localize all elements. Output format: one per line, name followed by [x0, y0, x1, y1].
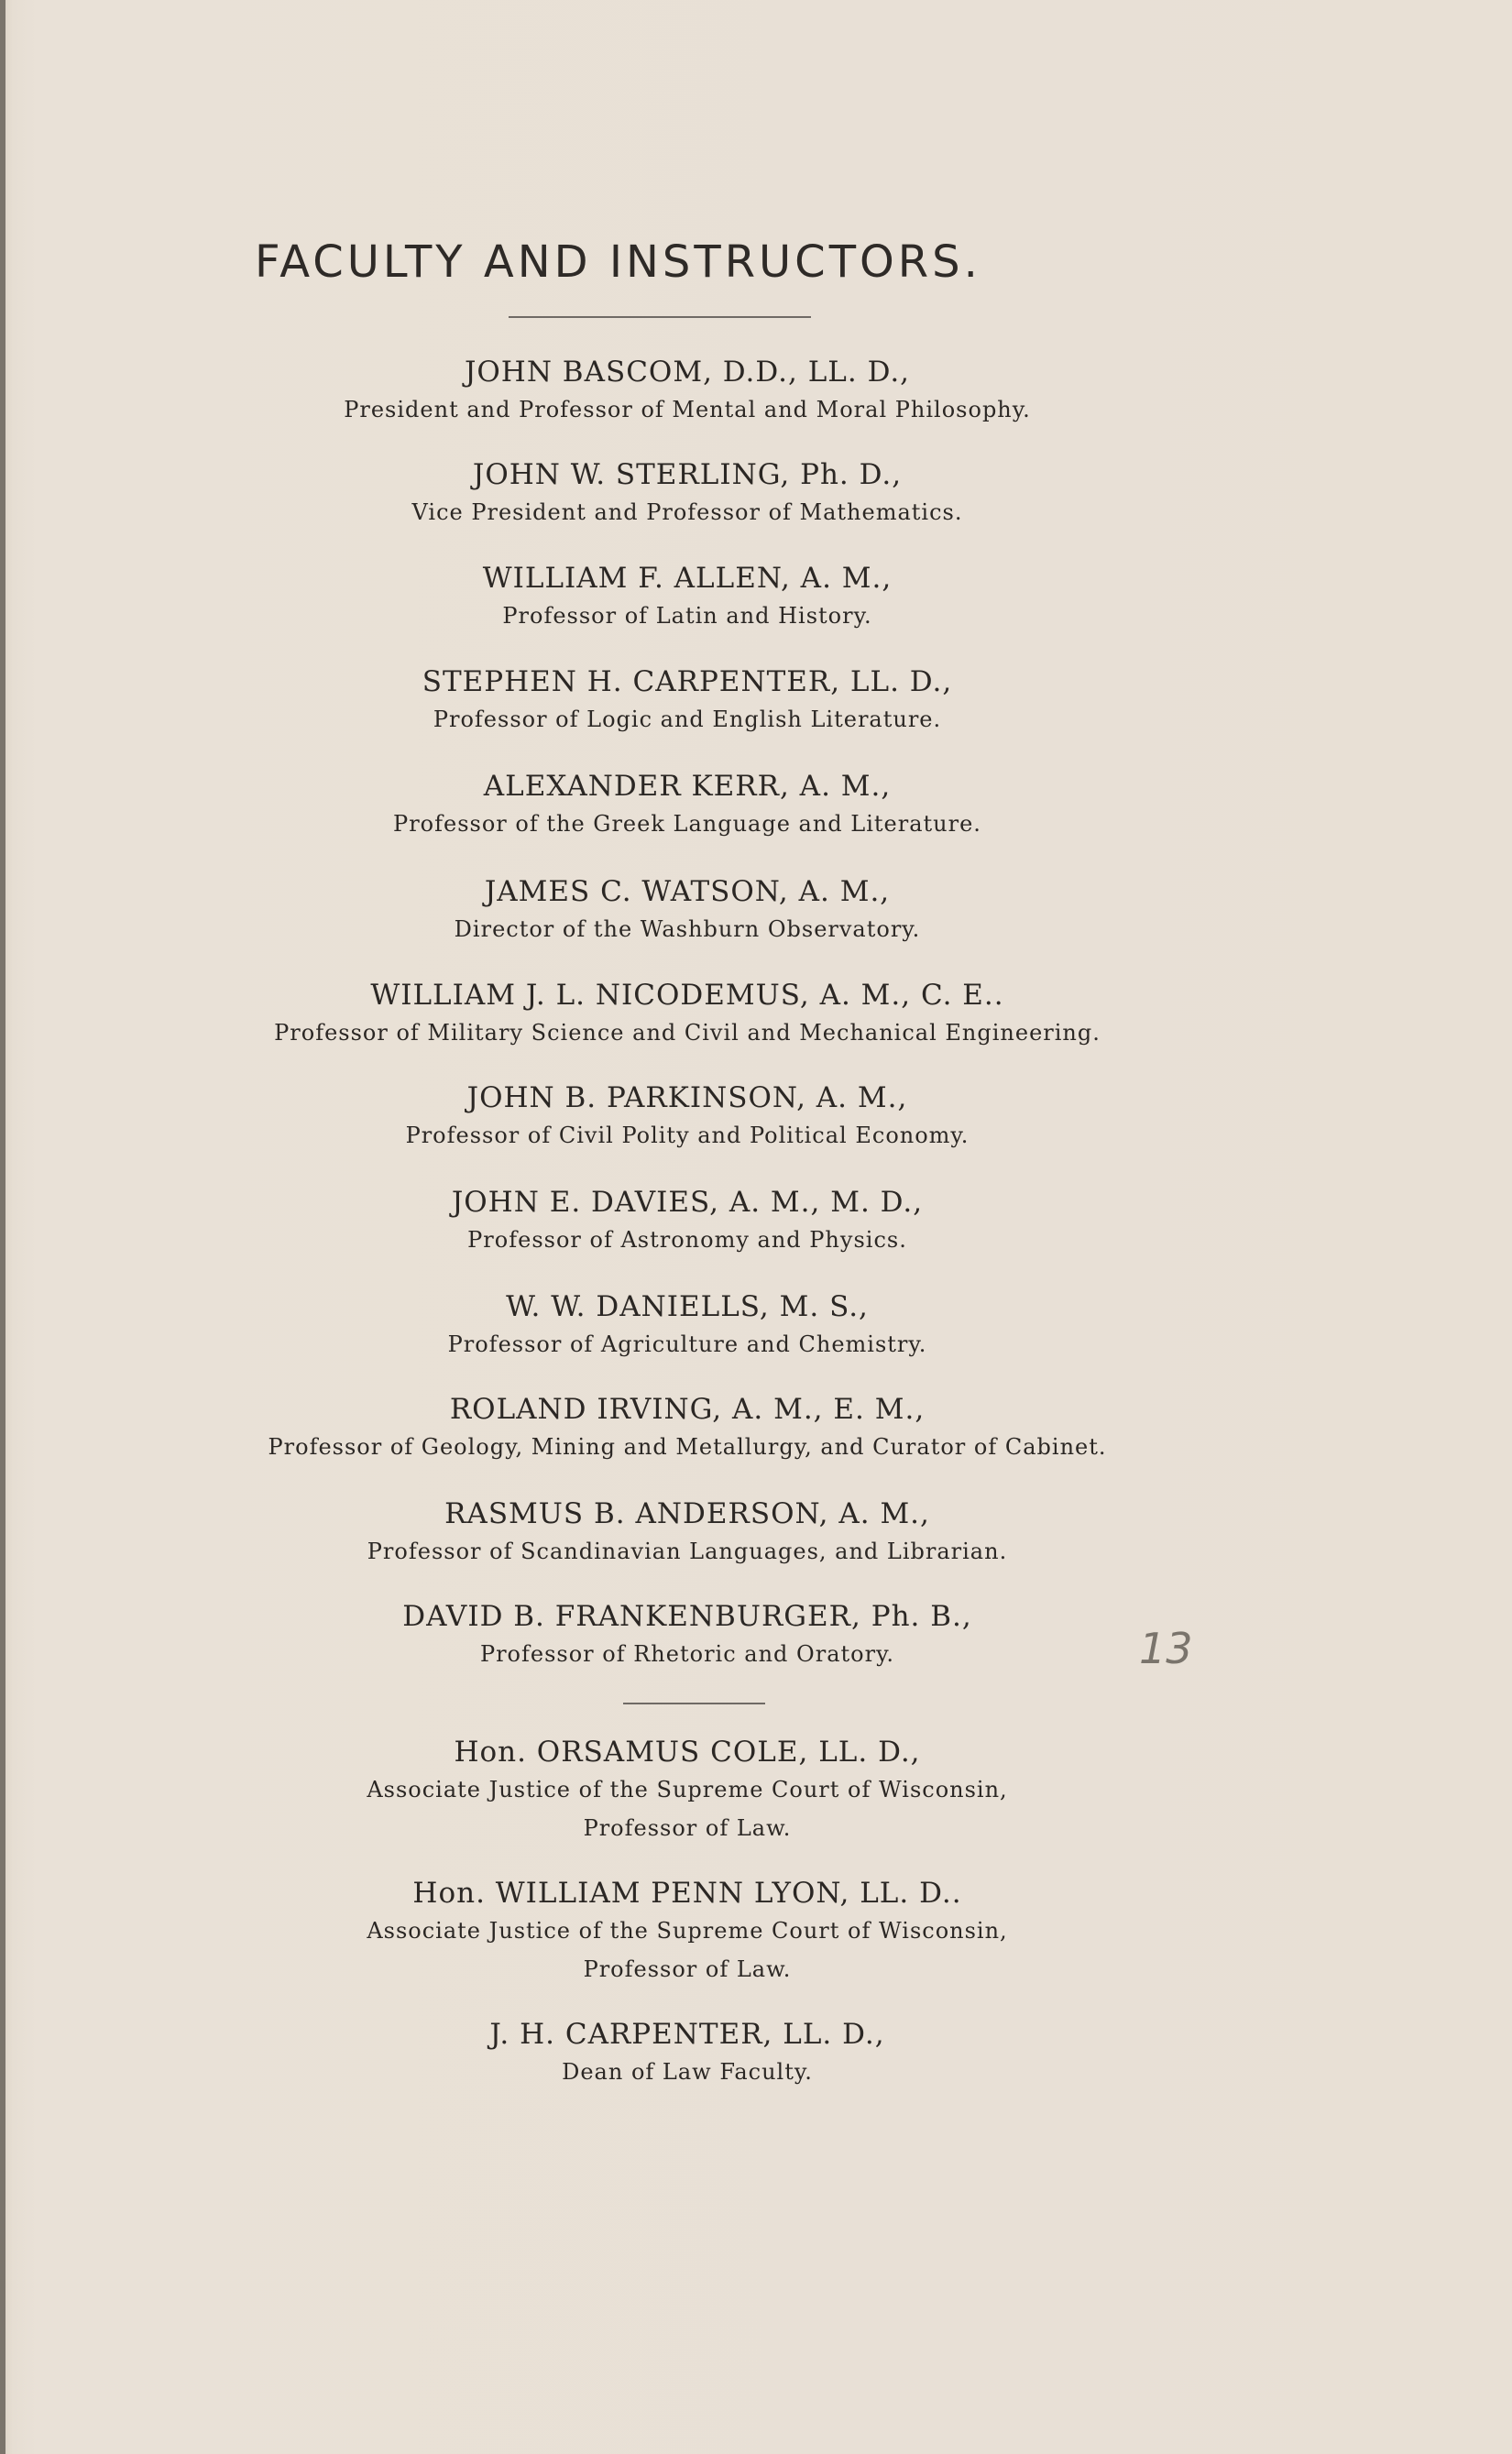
- faculty-title: Professor of Astronomy and Physics.: [467, 1227, 907, 1253]
- law-entry: [0, 2016, 1375, 2091]
- page-title: FACULTY AND INSTRUCTORS.: [255, 236, 981, 288]
- faculty-entry: [0, 1184, 1375, 1259]
- faculty-name: STEPHEN H. CARPENTER, LL. D.,: [422, 665, 953, 698]
- faculty-entry: [0, 768, 1375, 843]
- faculty-entry: [0, 1288, 1375, 1364]
- faculty-title: Professor of Civil Polity and Political Economy.: [405, 1123, 970, 1148]
- faculty-title: Professor of Rhetoric and Oratory.: [479, 1641, 895, 1667]
- faculty-entry: [0, 456, 1375, 531]
- law-name: Hon. WILLIAM PENN LYON, LL. D..: [412, 1877, 962, 1910]
- faculty-title: Professor of Latin and History.: [502, 603, 872, 629]
- faculty-entry: [0, 1391, 1375, 1466]
- faculty-title: Professor of Scandinavian Languages, and Librarian.: [367, 1539, 1008, 1564]
- law-name: J. H. CARPENTER, LL. D.,: [489, 2018, 885, 2051]
- law-title: Associate Justice of the Supreme Court of Wisconsin,: [367, 1777, 1008, 1802]
- faculty-title: President and Professor of Mental and Moral Philosophy.: [344, 397, 1031, 422]
- faculty-name: JAMES C. WATSON, A. M.,: [484, 875, 891, 908]
- law-name: Hon. ORSAMUS COLE, LL. D.,: [454, 1736, 921, 1769]
- faculty-title: Vice President and Professor of Mathematics.: [411, 499, 963, 525]
- faculty-title: Professor of Geology, Mining and Metallurgy, and Curator of Cabinet.: [268, 1434, 1107, 1460]
- faculty-name: WILLIAM J. L. NICODEMUS, A. M., C. E..: [370, 979, 1004, 1012]
- faculty-name: DAVID B. FRANKENBURGER, Ph. B.,: [402, 1600, 972, 1633]
- law-title: Professor of Law.: [583, 1956, 792, 1982]
- faculty-title: Director of the Washburn Observatory.: [454, 916, 921, 942]
- faculty-entry: [0, 1079, 1375, 1155]
- faculty-name: JOHN E. DAVIES, A. M., M. D.,: [451, 1186, 924, 1219]
- faculty-entry: [0, 977, 1375, 1052]
- faculty-name: ALEXANDER KERR, A. M.,: [483, 770, 892, 803]
- faculty-name: JOHN W. STERLING, Ph. D.,: [472, 458, 903, 491]
- faculty-entry: [0, 873, 1375, 948]
- faculty-name: RASMUS B. ANDERSON, A. M.,: [444, 1497, 930, 1530]
- page-number-handwritten: 13: [1139, 1624, 1193, 1673]
- faculty-name: W. W. DANIELLS, M. S.,: [506, 1290, 869, 1323]
- divider-rule-mid: [623, 1703, 765, 1704]
- faculty-name: JOHN BASCOM, D.D., LL. D.,: [464, 356, 911, 389]
- faculty-title: Professor of Agriculture and Chemistry.: [447, 1331, 927, 1357]
- law-title: Associate Justice of the Supreme Court of Wisconsin,: [367, 1918, 1008, 1944]
- law-title: Professor of Law.: [583, 1815, 792, 1841]
- law-entry: [0, 1875, 1375, 1988]
- faculty-entry: [0, 560, 1375, 635]
- law-entry: [0, 1734, 1375, 1847]
- divider-rule-top: [509, 316, 811, 318]
- faculty-name: JOHN B. PARKINSON, A. M.,: [466, 1081, 908, 1114]
- faculty-entry: [0, 1495, 1375, 1571]
- faculty-title: Professor of the Greek Language and Literature.: [393, 811, 981, 837]
- faculty-title: Professor of Military Science and Civil and Mechanical Engineering.: [274, 1020, 1101, 1046]
- faculty-name: WILLIAM F. ALLEN, A. M.,: [482, 562, 893, 595]
- faculty-title: Professor of Logic and English Literature.: [433, 707, 942, 732]
- faculty-name: ROLAND IRVING, A. M., E. M.,: [449, 1393, 926, 1426]
- law-title: Dean of Law Faculty.: [562, 2059, 813, 2085]
- faculty-entry: [0, 354, 1375, 429]
- faculty-entry: [0, 663, 1375, 739]
